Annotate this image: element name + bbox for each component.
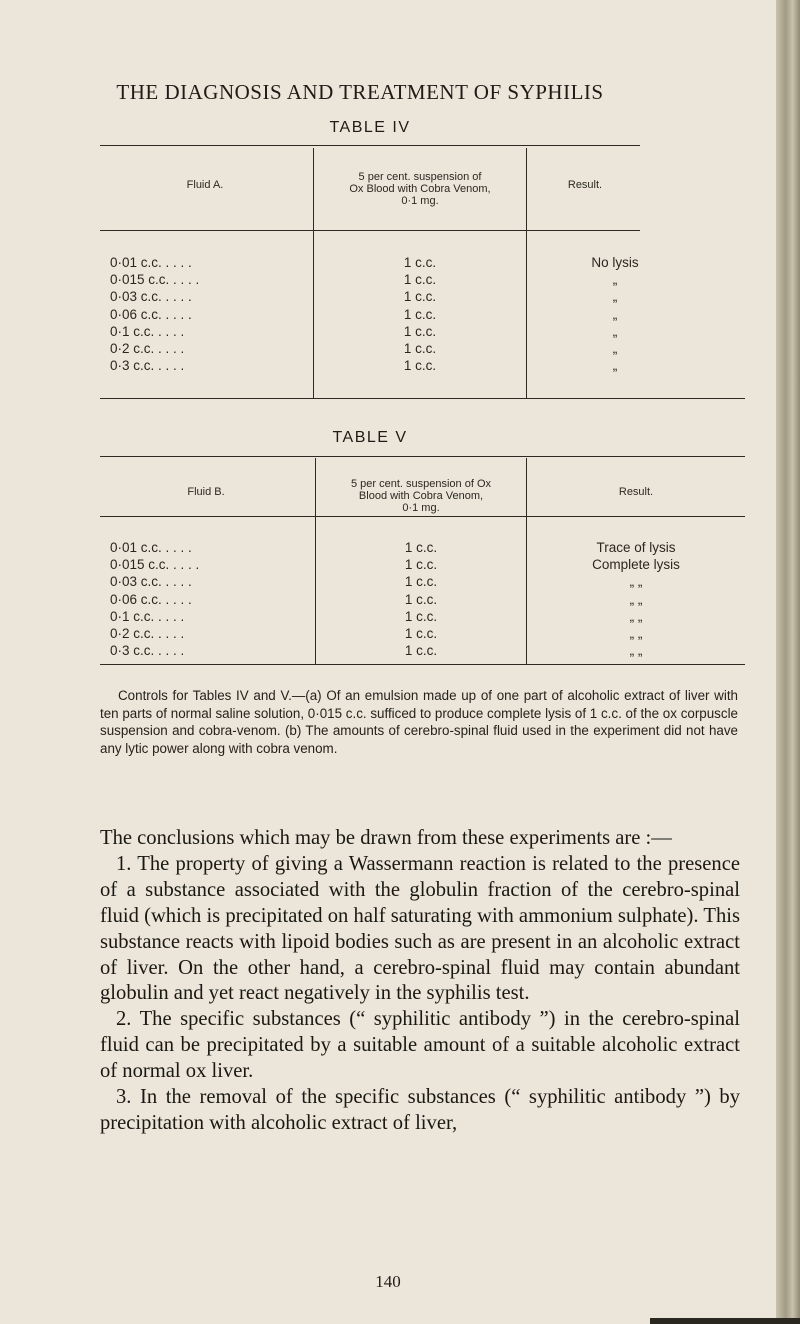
table-v-top-rule [100, 456, 745, 457]
conclusion-2: 2. The specific substances (“ syphilitic antibody ”) in the cerebro-spinal fluid can be precipitated by a suitable amount of a suitable alcoholic extract of normal ox liver. [100, 1008, 740, 1083]
page-number: 140 [375, 1272, 401, 1291]
table-row: 0·2 c.c. . . . . [110, 340, 185, 356]
table-row: 0·015 c.c. . . . . [110, 272, 200, 288]
table-iv-header-suspension: 5 per cent. suspension of Ox Blood with Cobra Venom, 0·1 mg. [349, 171, 491, 207]
table-iv-divider-2 [526, 148, 527, 398]
table-row: 0·2 c.c. . . . . [110, 625, 185, 641]
table-cell: „ [612, 272, 618, 288]
table-cell: 1 c.c. [403, 323, 437, 339]
page-edge [776, 0, 800, 1324]
table-iv-header-rule [100, 230, 640, 231]
table-cell: „ [612, 306, 618, 322]
table-iv-suspension-column [316, 254, 524, 374]
table-row: 0·03 c.c. . . . . [110, 289, 192, 305]
table-cell: „ „ [629, 591, 643, 607]
table-row: 0·015 c.c. . . . . [110, 557, 200, 573]
table-cell: 1 c.c. [404, 557, 438, 573]
table-cell: 1 c.c. [404, 608, 438, 624]
table-iv-header-fluid: Fluid A. [186, 179, 224, 191]
conclusions-intro: The conclusions which may be drawn from these experiments are :— [100, 827, 672, 849]
table-cell: 1 c.c. [404, 591, 438, 607]
controls-note: Controls for Tables IV and V.—(a) Of an emulsion made up of one part of alcoholic extract of liver with ten parts of normal saline solution, 0·015 c.c. sufficed to produce complete lysis of 1 c.c. of the ox corpuscle suspension and cobra-venom. (b) The amounts of cerebro-spinal fluid used in the experiment did not have any lytic power along with cobra venom. [100, 688, 738, 756]
table-row: 0·1 c.c. . . . . [110, 323, 185, 339]
table-v-divider-1 [315, 458, 316, 664]
table-v-header-suspension: 5 per cent. suspension of Ox Blood with Cobra Venom, 0·1 mg. [350, 478, 492, 514]
table-iv-bottom-rule [100, 398, 745, 399]
table-cell: „ „ [629, 643, 643, 659]
table-cell: „ „ [629, 574, 643, 590]
table-cell: „ [612, 358, 618, 374]
table-cell: „ [612, 289, 618, 305]
table-cell: 1 c.c. [403, 358, 437, 374]
table-v-bottom-rule [100, 664, 745, 665]
table-cell: No lysis [591, 255, 639, 270]
table-cell: „ „ [629, 608, 643, 624]
table-v-header-rule [100, 516, 745, 517]
table-v-divider-2 [526, 458, 527, 664]
table-v-title: TABLE V [332, 429, 408, 446]
table-v-fluid-column [110, 539, 310, 659]
table-row: 0·01 c.c. . . . . [110, 255, 192, 270]
table-iv-top-rule [100, 145, 640, 146]
table-iv-title: TABLE IV [329, 119, 411, 136]
table-cell: „ „ [629, 625, 643, 641]
conclusion-1: 1. The property of giving a Wassermann reaction is related to the presence of a substance associated with the globulin fraction of the cerebro-spinal fluid (which is precipitated on half saturating with ammonium sulphate). This substance reacts with lipoid bodies such as are present in an alcoholic extract of liver. On the other hand, a cerebro-spinal fluid may contain abundant globulin and yet react negatively in the syphilis test. [100, 852, 740, 1005]
table-cell: Trace of lysis [596, 540, 676, 555]
page-edge-shadow [650, 1318, 800, 1324]
table-cell: „ [612, 340, 618, 356]
running-head: THE DIAGNOSIS AND TREATMENT OF SYPHILIS [116, 80, 604, 104]
table-row: 0·3 c.c. . . . . [110, 643, 185, 659]
table-iv-header-result: Result. [567, 179, 603, 191]
table-cell: „ [612, 323, 618, 339]
table-cell: 1 c.c. [404, 643, 438, 659]
table-iv-divider-1 [313, 148, 314, 398]
table-cell: 1 c.c. [404, 540, 438, 555]
table-v-header-fluid: Fluid B. [187, 486, 225, 498]
table-cell: 1 c.c. [404, 574, 438, 590]
table-row: 0·06 c.c. . . . . [110, 591, 192, 607]
table-row: 0·1 c.c. . . . . [110, 608, 185, 624]
table-row: 0·3 c.c. . . . . [110, 358, 185, 374]
table-cell: Complete lysis [592, 557, 680, 573]
table-v-result-column [530, 539, 742, 659]
conclusion-3: 3. In the removal of the specific substances (“ syphilitic antibody ”) by precipitation with alcoholic extract of liver, [100, 1086, 740, 1134]
table-row: 0·03 c.c. . . . . [110, 574, 192, 590]
table-iv-result-column [530, 254, 700, 374]
table-v-suspension-column [318, 539, 524, 659]
table-cell: 1 c.c. [404, 625, 438, 641]
table-row: 0·06 c.c. . . . . [110, 306, 192, 322]
body-text [100, 826, 740, 1137]
table-row: 0·01 c.c. . . . . [110, 540, 192, 555]
table-cell: 1 c.c. [403, 272, 437, 288]
table-cell: 1 c.c. [403, 255, 437, 270]
table-iv-fluid-column [110, 254, 310, 374]
table-cell: 1 c.c. [403, 340, 437, 356]
table-v-header-result: Result. [618, 486, 654, 498]
table-cell: 1 c.c. [403, 306, 437, 322]
table-cell: 1 c.c. [403, 289, 437, 305]
